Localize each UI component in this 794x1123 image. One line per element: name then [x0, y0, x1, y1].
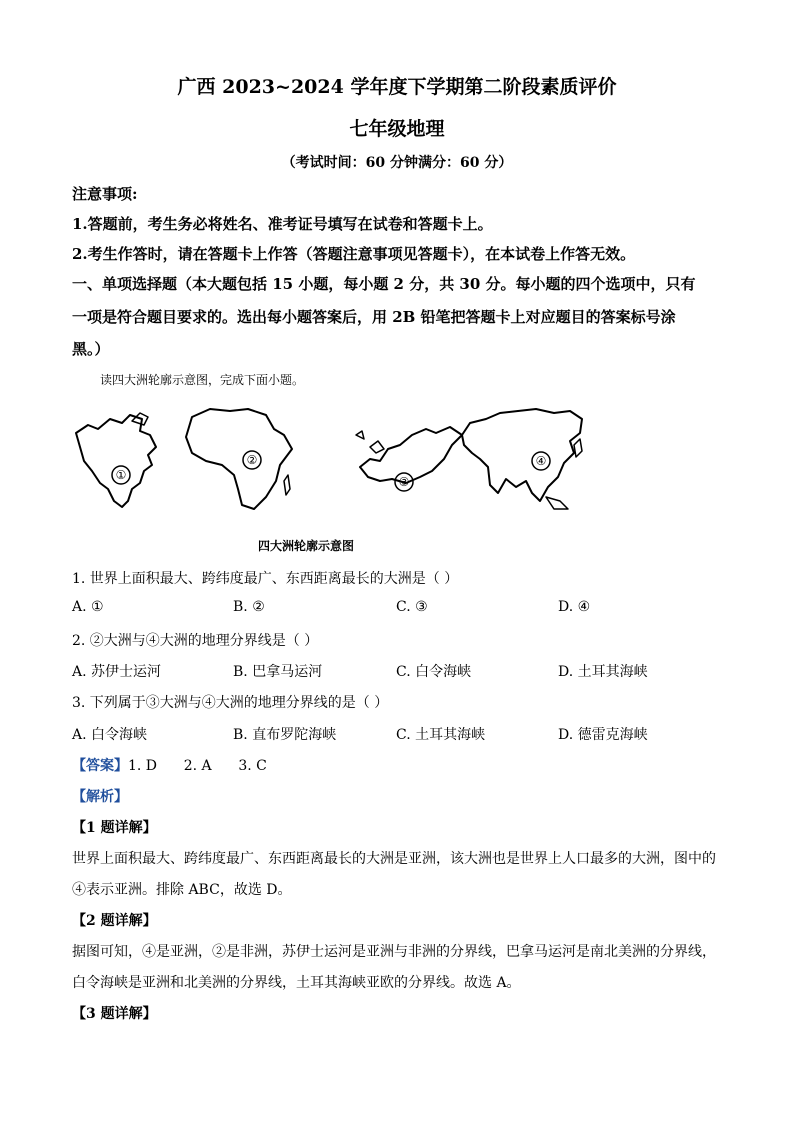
question-2-option-a: A. 苏伊士运河: [72, 664, 162, 680]
section-1-line-3: 黑。）: [72, 340, 110, 358]
analysis-q2-line-1: 据图可知，④是亚洲，②是非洲，苏伊士运河是亚洲与非洲的分界线，巴拿马运河是南北美洲的分界线，: [72, 944, 716, 960]
europe-outline: [360, 427, 462, 483]
section-1-line-2: 一项是符合题目要求的。选出每小题答案后，用 2B 铅笔把答题卡上对应题目的答案标号涂: [72, 308, 676, 326]
continent-label-2: ②: [246, 453, 258, 467]
question-2-option-b: B. 巴拿马运河: [233, 664, 323, 680]
continents-outline-map: [70, 405, 590, 515]
continent-label-4: ④: [535, 454, 547, 468]
question-1-option-c: C. ③: [396, 599, 428, 615]
section-1-line-1: 一、单项选择题（本大题包括 15 小题，每小题 2 分，共 30 分。每小题的四个选项中，只有: [72, 275, 696, 293]
question-3-option-a: A. 白令海峡: [72, 727, 148, 743]
question-1-option-b: B. ②: [233, 599, 265, 615]
analysis-q2-line-2: 白令海峡是亚洲和北美洲的分界线，土耳其海峡亚欧的分界线。故选 A。: [72, 975, 521, 991]
answer-row: [72, 755, 267, 775]
north-america-outline: [76, 415, 156, 507]
analysis-q1-heading: 【1 题详解】: [72, 820, 157, 836]
analysis-q3-heading: 【3 题详解】: [72, 1006, 157, 1022]
answer-label: 【答案】: [72, 758, 128, 774]
page-title: 广西 2023~2024 学年度下学期第二阶段素质评价: [177, 76, 617, 98]
question-1-option-d: D. ④: [558, 599, 591, 615]
analysis-label: 【解析】: [72, 789, 128, 805]
question-1-option-a: A. ①: [72, 599, 104, 615]
question-3-option-c: C. 土耳其海峡: [396, 727, 486, 743]
question-2-option-c: C. 白令海峡: [396, 664, 472, 680]
exam-info: （考试时间：60 分钟满分：60 分）: [281, 155, 513, 171]
question-3-option-b: B. 直布罗陀海峡: [233, 727, 337, 743]
analysis-q2-heading: 【2 题详解】: [72, 913, 157, 929]
africa-outline: [186, 409, 292, 509]
figure-caption: 四大洲轮廓示意图: [258, 539, 355, 553]
question-3-stem: 3. 下列属于③大洲与④大洲的地理分界线的是（ ）: [72, 695, 389, 711]
continent-label-3: ③: [398, 475, 410, 489]
asia-outline: [462, 409, 582, 501]
question-1-stem: 1. 世界上面积最大、跨纬度最广、东西距离最长的大洲是（ ）: [72, 571, 459, 587]
notice-item-2: 2.考生作答时，请在答题卡上作答（答题注意事项见答题卡），在本试卷上作答无效。: [72, 245, 636, 263]
page-subtitle: 七年级地理: [349, 118, 445, 140]
notice-item-1: 1.答题前，考生务必将姓名、准考证号填写在试卷和答题卡上。: [72, 215, 493, 233]
answer-values: 1. D 2. A 3. C: [128, 758, 267, 774]
continent-label-1: ①: [115, 468, 127, 482]
figure-intro: 读四大洲轮廓示意图，完成下面小题。: [100, 373, 305, 387]
analysis-q1-line-2: ④表示亚洲。排除 ABC，故选 D。: [72, 882, 292, 898]
question-3-option-d: D. 德雷克海峡: [558, 727, 648, 743]
notice-heading: 注意事项:: [72, 185, 138, 203]
question-2-option-d: D. 土耳其海峡: [558, 664, 648, 680]
analysis-q1-line-1: 世界上面积最大、跨纬度最广、东西距离最长的大洲是亚洲，该大洲也是世界上人口最多的大洲，图中的: [72, 851, 716, 867]
question-2-stem: 2. ②大洲与④大洲的地理分界线是（ ）: [72, 633, 319, 649]
